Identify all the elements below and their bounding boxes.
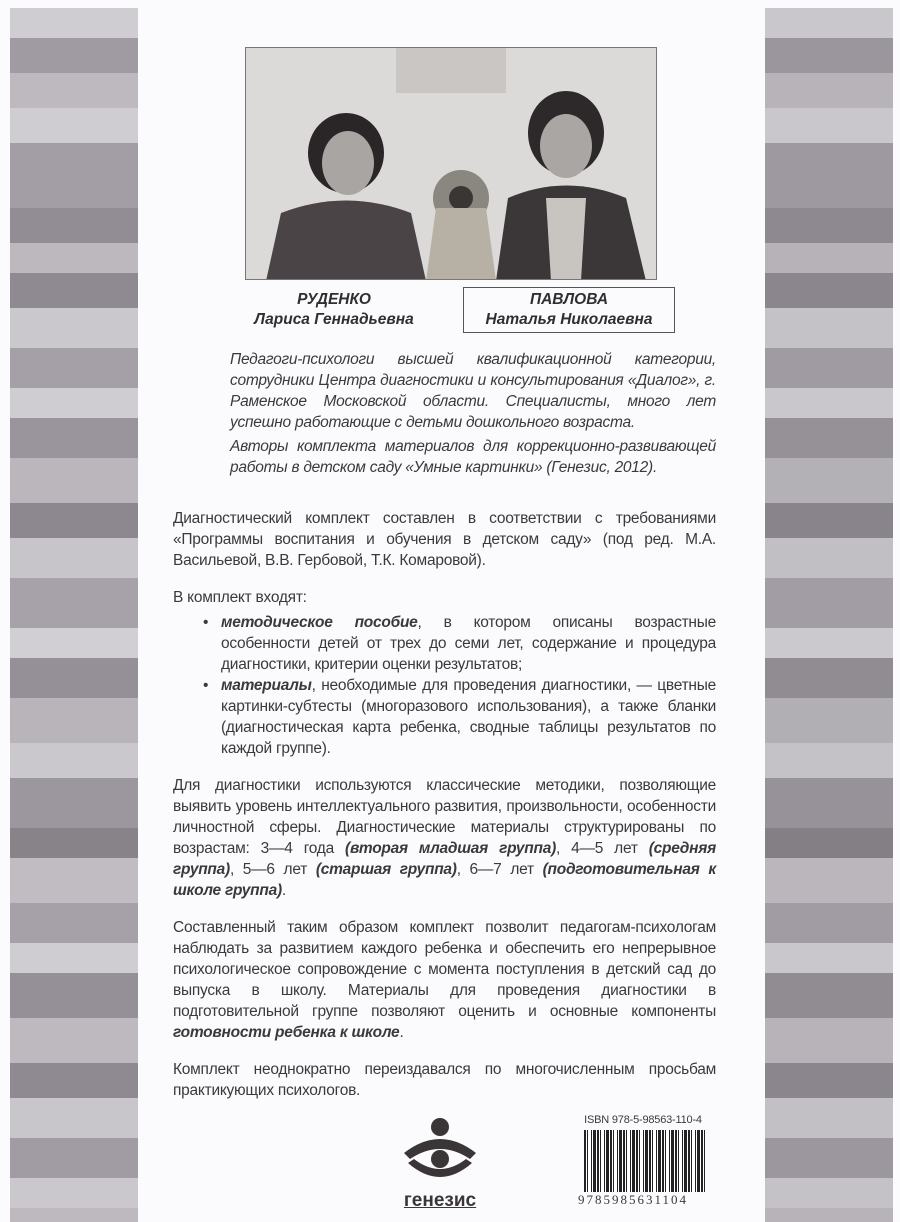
text-segment: , необходимые для проведения диагностики, — цветные картинки-субтесты (многоразового использования), а также бланки (диагностическая карта ребенка, сводные таблицы результатов по каждой группе). [221,677,716,757]
decorative-stripes-left [10,8,138,1222]
author-name: Лариса Геннадьевна [254,311,414,328]
author-caption-rudenko [205,287,463,333]
authors-photo [245,47,657,280]
text-segment: Составленный таким образом комплект позволит педагогам-психологам наблюдать за развитием каждого ребенка и обеспечить его непрерывное психологическое сопровождение с момента поступления в детский сад до выпуска в школу. Материалы для проведения диагностики в подготовительной группе позволяют оценить и основные компоненты [173,919,716,1020]
author-name: Наталья Николаевна [485,311,653,328]
barcode [584,1130,706,1192]
paragraph [173,508,716,571]
emphasized-text: (старшая группа) [315,861,457,878]
emphasized-text: (вторая младшая группа) [345,840,557,857]
paragraph [173,587,716,608]
text-segment: , 5—6 лет [229,861,316,878]
cover-content [173,0,716,1222]
text-segment: Для диагностики используются классические методики, позволяющие выявить уровень интеллектуального развития, произвольности, особенности личностной сферы. Диагностические материалы структурированы по возрастам: 3—4 года [173,777,716,857]
text-segment: , 6—7 лет [456,861,543,878]
publisher-logo [400,1117,480,1211]
bio-paragraph: Авторы комплекта материалов для коррекционно-развивающей работы в детском саду «Умные картинки» (Генезис, 2012). [230,438,716,476]
text-segment: Комплект неоднократно переиздавался по многочисленным просьбам практикующих психологов. [173,1061,716,1099]
text-segment: . [399,1024,404,1041]
description [173,508,716,1101]
author-caption-pavlova [463,287,675,333]
text-segment: Диагностический комплект составлен в соответствии с требованиями «Программы воспитания и обучения в детском саду» (под ред. М.А. Васильевой, В.В. Гербовой, Т.К. Комаровой). [173,510,716,569]
emphasized-text: методическое пособие [221,614,418,631]
list-item [203,675,716,759]
publisher-block [173,1114,716,1212]
publisher-name: генезис [403,1190,477,1211]
paragraph [173,1059,716,1101]
isbn: ISBN 978-5-98563-110-4 [584,1114,702,1126]
author-surname: ПАВЛОВА [529,291,609,308]
author-surname: РУДЕНКО [297,291,371,308]
emphasized-text: материалы [221,677,312,694]
bio-paragraph: Педагоги-психологи высшей квалификационной категории, сотрудники Центра диагностики и консультирования «Диалог», г. Раменское Московской области. Специалисты, много лет успешно работающие с детьми дошкольного возраста. [230,351,716,431]
emphasized-text: (подготовительная к школе группа) [173,861,716,899]
list-item [203,612,716,675]
author-captions [205,287,716,333]
paragraph [173,917,716,1043]
barcode-digits: 9785985631104 [578,1192,708,1208]
emphasized-text: готовности ребенка к школе [173,1024,400,1041]
emphasized-text: (средняя группа) [173,840,717,878]
contents-list [203,612,716,759]
paragraph [173,775,716,901]
text-segment: , в котором описаны возрастные особенности детей от трех до семи лет, содержание и процедура диагностики, критерии оценки результатов; [221,614,716,673]
genesis-eye-icon [400,1117,480,1187]
text-segment: . [281,882,286,899]
authors-bio [230,349,716,478]
text-segment: В комплект входят: [173,589,307,606]
decorative-stripes-right [765,8,893,1222]
text-segment: , 4—5 лет [556,840,649,857]
